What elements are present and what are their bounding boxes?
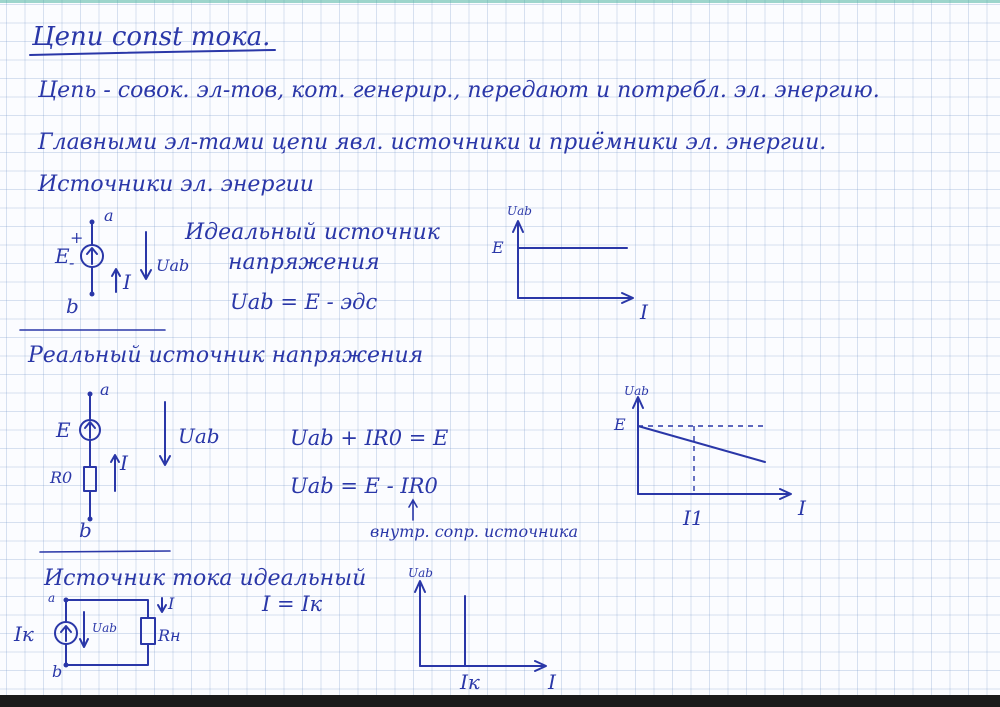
real-current-label: I: [120, 451, 128, 475]
text-line-1: Цепь - совок. эл-тов, кот. генерир., передают и потребл. эл. энергию.: [38, 78, 880, 103]
minus-sign: -: [69, 253, 75, 272]
current-voltage-label: Uab: [92, 621, 117, 635]
current-formula: I = Iк: [262, 592, 323, 616]
real-formula-1: Uab + IR0 = E: [290, 426, 449, 450]
text-line-3: Источники эл. энергии: [38, 172, 314, 197]
graph3-x-label: I: [548, 670, 556, 694]
scan-bottom-edge: [0, 695, 1000, 707]
real-resistor-label: R0: [50, 468, 73, 487]
real-emf-label: E: [56, 418, 71, 442]
real-source-heading: Реальный источник напряжения: [28, 343, 424, 368]
current-source-label: Iк: [14, 622, 34, 646]
ideal-source-caption: Идеальный источник: [185, 220, 440, 245]
graph2-marker-label: I1: [683, 506, 704, 530]
current-node-b: b: [52, 662, 63, 681]
current-node-a: a: [48, 591, 56, 605]
real-node-a: a: [100, 380, 110, 399]
page-title: Цепи const тока.: [32, 22, 271, 52]
ideal-current-label: I: [123, 270, 131, 294]
text-line-2: Главными эл-тами цепи явл. источники и приёмники эл. энергии.: [38, 130, 827, 155]
graph1-x-label: I: [640, 300, 648, 324]
ideal-source-caption-2: напряжения: [228, 250, 380, 275]
real-voltage-label: Uab: [178, 424, 220, 448]
ideal-voltage-label: Uab: [156, 256, 190, 275]
graph2-y-label: Uab: [624, 384, 649, 398]
ideal-emf-label: E: [55, 244, 70, 268]
graph3-marker-label: Iк: [460, 670, 480, 694]
ideal-formula: Uab = E - эдс: [230, 290, 378, 314]
graph3-y-label: Uab: [408, 566, 433, 580]
graph1-level-label: E: [492, 238, 504, 257]
ideal-node-b: b: [66, 294, 79, 318]
graph2-level-label: E: [614, 415, 626, 434]
ideal-node-a: a: [104, 206, 114, 225]
graph1-y-label: Uab: [507, 204, 532, 218]
real-node-b: b: [79, 518, 92, 542]
graph2-x-label: I: [798, 496, 806, 520]
current-load-label: Rн: [158, 626, 181, 645]
real-note: внутр. сопр. источника: [370, 522, 578, 541]
plus-sign: +: [70, 228, 84, 247]
real-formula-2: Uab = E - IR0: [290, 474, 438, 498]
current-source-heading: Источник тока идеальный: [44, 566, 367, 591]
current-current-label: I: [168, 594, 175, 613]
